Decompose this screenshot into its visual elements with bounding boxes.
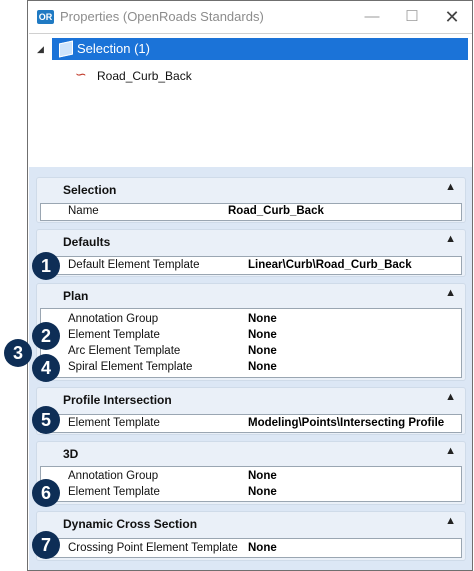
property-label: Arc Element Template xyxy=(68,345,181,357)
property-grid xyxy=(40,466,462,502)
property-label: Name xyxy=(68,205,99,217)
property-label: Element Template xyxy=(68,417,160,429)
collapse-caret-icon[interactable]: ▲ xyxy=(445,233,456,245)
section-title: Dynamic Cross Section xyxy=(63,517,198,531)
section-title: Defaults xyxy=(63,235,111,249)
section-dynamic-cross-section xyxy=(36,511,466,561)
property-grid xyxy=(40,308,462,378)
property-row[interactable] xyxy=(41,469,461,485)
callout-marker-5: 5 xyxy=(32,406,60,434)
callout-marker-3: 3 xyxy=(4,339,32,367)
property-grid xyxy=(40,256,462,275)
property-value[interactable]: None xyxy=(248,345,277,357)
properties-window xyxy=(27,0,473,571)
property-row[interactable] xyxy=(41,360,461,376)
collapse-caret-icon[interactable]: ▲ xyxy=(445,391,456,403)
property-value[interactable]: Road_Curb_Back xyxy=(228,205,324,217)
property-label: Annotation Group xyxy=(68,313,159,325)
property-row[interactable] xyxy=(41,485,461,501)
close-button[interactable]: ✕ xyxy=(444,7,460,27)
window-title: Properties (OpenRoads Standards) xyxy=(60,9,264,24)
property-row[interactable] xyxy=(41,258,461,274)
property-row[interactable] xyxy=(41,204,461,220)
property-row[interactable] xyxy=(41,541,461,557)
property-row[interactable] xyxy=(41,312,461,328)
collapse-caret-icon[interactable]: ▲ xyxy=(445,515,456,527)
callout-marker-4: 4 xyxy=(32,354,60,382)
section-title: Profile Intersection xyxy=(63,393,172,407)
minimize-button[interactable]: — xyxy=(364,8,380,25)
section-title: Plan xyxy=(63,289,89,303)
property-label: Element Template xyxy=(68,329,160,341)
title-bar[interactable] xyxy=(28,1,472,33)
collapse-caret-icon[interactable]: ▲ xyxy=(445,445,456,457)
property-grid xyxy=(40,414,462,433)
openroads-app-icon: OR xyxy=(38,12,53,22)
property-grid xyxy=(40,203,462,221)
property-value[interactable]: Linear\Curb\Road_Curb_Back xyxy=(248,259,412,271)
callout-marker-6: 6 xyxy=(32,479,60,507)
property-value[interactable]: None xyxy=(248,361,277,373)
properties-panel xyxy=(29,167,472,570)
property-value[interactable]: Modeling\Points\Intersecting Profile xyxy=(248,417,445,429)
tree-node-road-curb-back-label: Road_Curb_Back xyxy=(97,69,192,83)
selection-tree xyxy=(29,33,472,168)
tree-node-selection-label: Selection (1) xyxy=(77,41,150,56)
property-value[interactable]: None xyxy=(248,542,277,554)
section-profile-intersection xyxy=(36,387,466,435)
section-defaults-header[interactable] xyxy=(37,230,465,252)
property-row[interactable] xyxy=(41,344,461,360)
section-profile-intersection-header[interactable] xyxy=(37,388,465,410)
section-plan xyxy=(36,283,466,381)
collapse-caret-icon[interactable]: ▲ xyxy=(445,287,456,299)
section-selection xyxy=(36,177,466,223)
section-defaults xyxy=(36,229,466,277)
property-label: Spiral Element Template xyxy=(68,361,193,373)
property-row[interactable] xyxy=(41,328,461,344)
callout-marker-1: 1 xyxy=(32,252,60,280)
section-dynamic-cross-section-header[interactable] xyxy=(37,512,465,534)
maximize-button[interactable]: ☐ xyxy=(405,8,419,25)
section-selection-header[interactable] xyxy=(37,178,465,200)
property-label: Element Template xyxy=(68,486,160,498)
collapse-triangle-icon[interactable]: ◢ xyxy=(37,44,44,54)
property-grid xyxy=(40,538,462,558)
property-value[interactable]: None xyxy=(248,470,277,482)
cube-icon xyxy=(59,41,73,58)
property-label: Annotation Group xyxy=(68,470,159,482)
property-value[interactable]: None xyxy=(248,486,277,498)
section-3d-header[interactable] xyxy=(37,442,465,464)
property-value[interactable]: None xyxy=(248,313,277,325)
callout-marker-7: 7 xyxy=(32,531,60,559)
tree-node-selection[interactable] xyxy=(52,38,468,60)
property-label: Crossing Point Element Template xyxy=(68,542,238,554)
callout-marker-2: 2 xyxy=(32,322,60,350)
linear-feature-icon: ∽ xyxy=(75,66,87,82)
property-value[interactable]: None xyxy=(248,329,277,341)
property-label: Default Element Template xyxy=(68,259,200,271)
section-3d xyxy=(36,441,466,505)
section-title: Selection xyxy=(63,183,117,197)
property-row[interactable] xyxy=(41,416,461,432)
section-title: 3D xyxy=(63,447,79,461)
collapse-caret-icon[interactable]: ▲ xyxy=(445,181,456,193)
section-plan-header[interactable] xyxy=(37,284,465,306)
